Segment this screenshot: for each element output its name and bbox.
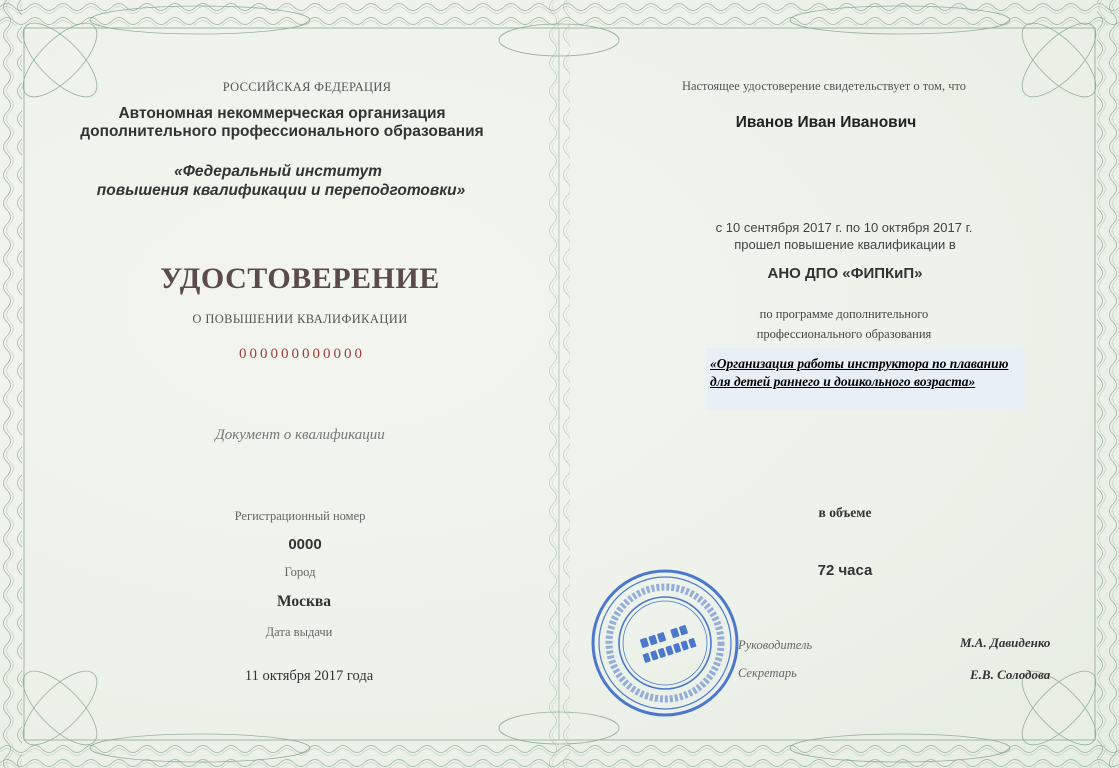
hours-value: 72 часа	[817, 562, 873, 579]
institute-line-2: повышения квалификации и переподготовки»	[96, 182, 466, 199]
registration-label: Регистрационный номер	[234, 509, 366, 523]
document-subtitle: О ПОВЫШЕНИИ КВАЛИФИКАЦИИ	[192, 312, 408, 326]
country-label: РОССИЙСКАЯ ФЕДЕРАЦИЯ	[222, 80, 392, 94]
issue-date-label: Дата выдачи	[265, 625, 333, 639]
city-value: Москва	[276, 593, 332, 610]
head-name: М.А. Давиденко	[960, 635, 1051, 650]
certifies-text: Настоящее удостоверение свидетельствует о том, что	[681, 79, 967, 93]
issue-date-value: 11 октября 2017 года	[244, 668, 374, 684]
serial-number: 000000000000	[239, 346, 365, 362]
passed-text: прошел повышение квалификации в	[734, 237, 956, 252]
official-stamp	[590, 568, 740, 718]
organization-line-2: дополнительного профессионального образования	[80, 123, 484, 140]
secretary-name: Е.В. Солодова	[970, 667, 1051, 682]
program-name: «Организация работы инструктора по плаванию для детей раннего и дошкольного возраста»	[710, 356, 1009, 389]
city-label: Город	[284, 565, 316, 579]
volume-label: в объеме	[818, 505, 872, 520]
program-label-line-1: по программе дополнительного	[759, 307, 929, 321]
organization-line-1: Автономная некоммерческая организация	[118, 105, 446, 122]
organization-short-name: АНО ДПО «ФИПКиП»	[767, 265, 923, 282]
registration-number: 0000	[288, 536, 322, 553]
secretary-role: Секретарь	[738, 666, 797, 680]
qualification-doc-label: Документ о квалификации	[215, 427, 385, 443]
program-label-line-2: профессионального образования	[756, 327, 932, 341]
head-role: Руководитель	[738, 638, 813, 652]
document-title: УДОСТОВЕРЕНИЕ	[160, 262, 440, 295]
holder-name: Иванов Иван Иванович	[735, 114, 917, 131]
institute-line-1: «Федеральный институт	[174, 163, 382, 180]
training-period: с 10 сентября 2017 г. по 10 октября 2017 г.	[715, 220, 973, 235]
